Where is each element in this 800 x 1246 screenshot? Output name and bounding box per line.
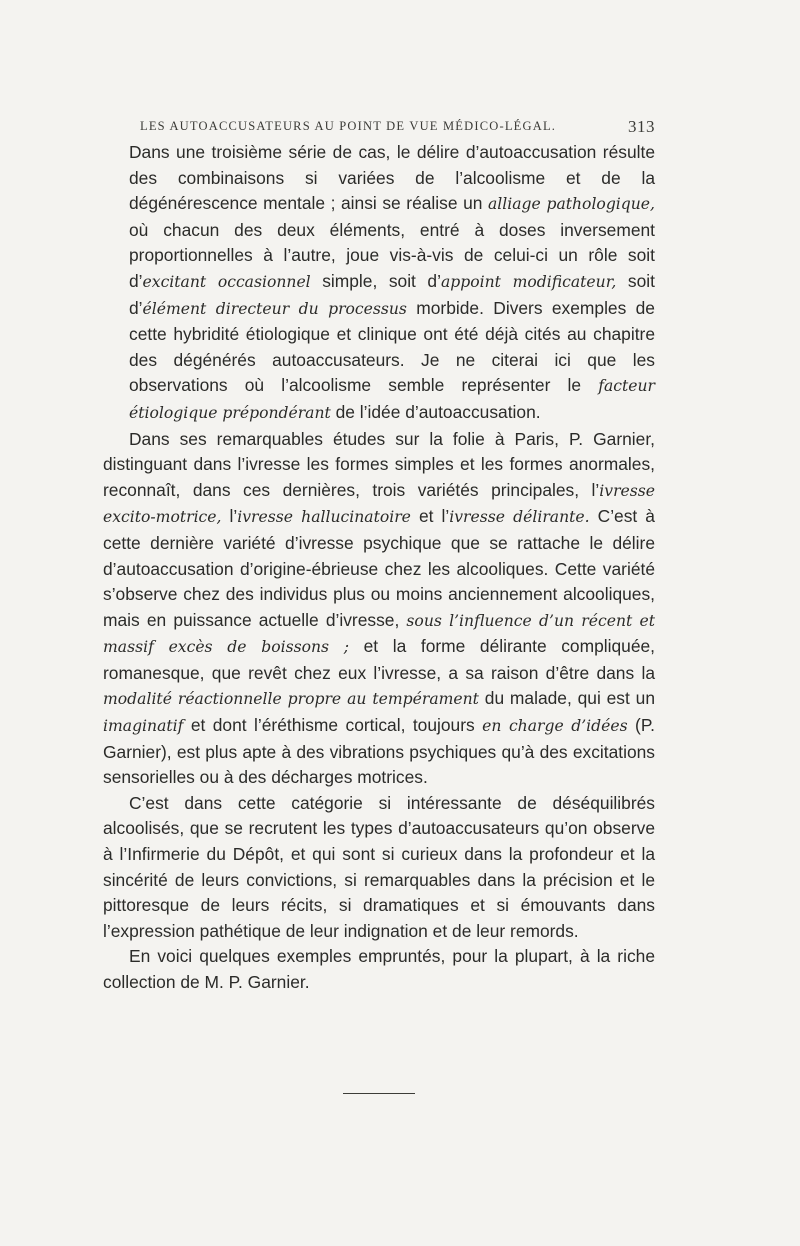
text-segment: (P. Garnier), est plus apte à des vibrations psychiques qu’à des excitations sensorielles ou à des décharges motrices. [103,715,656,788]
italic-segment: sous l’influence d’un récent et massif excès de boissons ; [103,611,656,657]
body-text [103,140,655,996]
text-segment: et l’ [410,506,450,527]
text-segment: l’ [221,506,238,527]
paragraph-1 [103,140,655,427]
italic-segment: imaginatif [103,717,184,736]
text-segment: morbide. Divers exemples de cette hybridité étiologique et clinique ont été déjà cités au chapitre des dégénérés autoaccusateurs. Je ne citerai ici que les observations où l’alcoolisme semble représenter le [129,297,655,396]
text-segment: du malade, qui est un [478,688,655,709]
paragraph-4 [103,944,655,995]
text-segment: de l’idée d’autoaccusation. [330,401,541,422]
italic-segment: en charge d’idées [482,717,628,736]
text-segment: Dans une troisième série de cas, le délire d’autoaccusation résulte des combinaisons si variées de l’alcoolisme et de la dégénérescence mentale ; ainsi se réalise un [129,142,655,214]
page-number: 313 [628,117,655,136]
paragraph-3 [103,791,655,945]
italic-segment: ivresse excito-motrice, [103,481,655,527]
italic-segment: facteur étiologique prépondérant [129,377,655,422]
text-segment: En voici quelques exemples empruntés, pour la plupart, à la riche collection de M. P. Garnier. [103,946,655,992]
italic-segment: ivresse délirante. [449,508,590,527]
text-segment: C’est dans cette catégorie si intéressante de déséquilibrés alcoolisés, que se recrutent les types d’autoaccusateurs qu’on observe à l’Infirmerie du Dépôt, et qui sont si curieux dans la profondeur et la sincérité de leurs convictions, si remarquables dans la précision et le pittoresque de leurs récits, si dramatiques et si émouvants dans l’expression pathétique de leur indignation et de leur remords. [103,792,655,941]
italic-segment: alliage pathologique, [488,195,655,214]
italic-segment: élément directeur du processus [142,299,407,318]
text-segment: et la forme délirante compliquée, romanesque, que revêt chez eux l’ivresse, a sa raison d’être dans la [103,636,656,683]
italic-segment: excitant occasionnel [142,272,311,291]
paragraph-2 [103,427,655,791]
end-rule-divider [343,1093,415,1094]
running-head [140,119,655,134]
text-segment: simple, soit d’ [310,270,441,291]
text-segment: où chacun des deux éléments, entré à doses inversement proportionnelles à l’autre, joue vis-à-vis de celui-ci un rôle soit d’ [129,219,655,291]
text-segment: et dont l’éréthisme cortical, toujours [183,715,483,736]
text-segment: C’est à cette dernière variété d’ivresse psychique que se rattache le délire d’autoaccusation d’origine-ébrieuse chez les alcooliques. Cette variété s’observe chez des individus plus ou moins anciennement alcooliques, mais en puissance actuelle d’ivresse, [103,506,655,630]
running-title: LES AUTOACCUSATEURS AU POINT DE VUE MÉDICO-LÉGAL. [140,119,557,133]
italic-segment: appoint modificateur, [440,272,617,291]
text-segment: soit d’ [129,270,655,318]
text-segment: Dans ses remarquables études sur la folie à Paris, P. Garnier, distinguant dans l’ivresse les formes simples et les formes anormales, reconnaît, dans ces dernières, trois variétés principales, l’ [103,428,655,500]
italic-segment: ivresse hallucinatoire [237,508,411,527]
italic-segment: modalité réactionnelle propre au tempérament [103,690,479,709]
